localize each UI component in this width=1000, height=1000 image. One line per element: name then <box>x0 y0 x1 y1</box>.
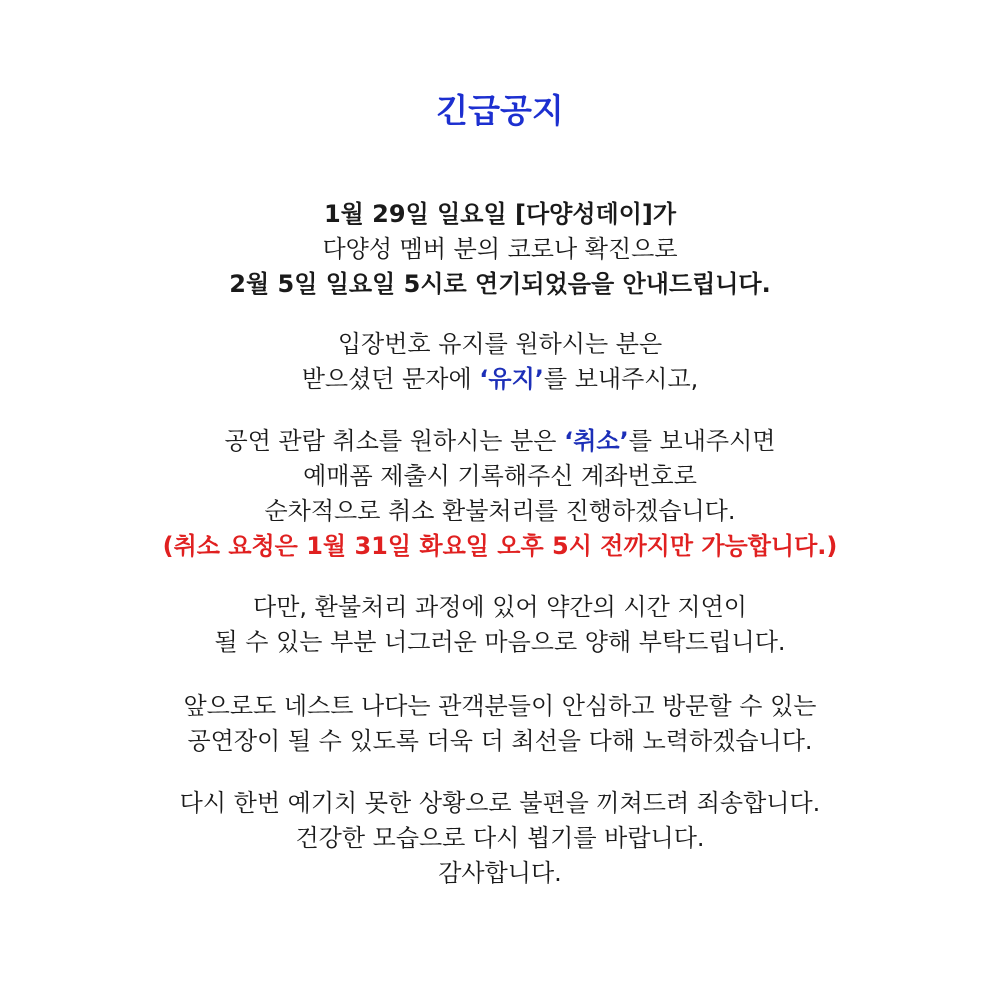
notice-line: 1월 29일 일요일 [다양성데이]가 <box>323 200 677 228</box>
notice-line: 건강한 모습으로 다시 뵙기를 바랍니다. <box>295 824 705 852</box>
notice-line: 순차적으로 취소 환불처리를 진행하겠습니다. <box>264 497 736 525</box>
notice-line: 다만, 환불처리 과정에 있어 약간의 시간 지연이 <box>253 593 747 621</box>
notice-line: 입장번호 유지를 원하시는 분은 <box>337 330 663 358</box>
notice-line: 앞으로도 네스트 나다는 관객분들이 안심하고 방문할 수 있는 <box>183 692 817 720</box>
notice-line: 다양성 멤버 분의 코로나 확진으로 <box>322 235 678 263</box>
notice-text: 를 보내주시고, <box>543 365 699 393</box>
notice-closing: 감사합니다. <box>438 859 562 887</box>
notice-text: 공연 관람 취소를 원하시는 분은 <box>224 427 565 455</box>
notice-line: 다시 한번 예기치 못한 상황으로 불편을 끼쳐드려 죄송합니다. <box>179 789 821 817</box>
notice-line <box>0 423 1000 459</box>
notice-line: 2월 5일 일요일 5시로 연기되었음을 안내드립니다. <box>229 270 771 298</box>
keep-keyword: ‘유지’ <box>479 365 544 393</box>
cancel-keyword: ‘취소’ <box>564 427 629 455</box>
notice-text: 받으셨던 문자에 <box>301 365 480 393</box>
notice-line: 될 수 있는 부분 너그러운 마음으로 양해 부탁드립니다. <box>214 628 786 656</box>
cancel-deadline-warning: (취소 요청은 1월 31일 화요일 오후 5시 전까지만 가능합니다.) <box>162 532 838 560</box>
notice-line: 예매폼 제출시 기록해주신 계좌번호로 <box>303 462 697 490</box>
notice-text: 를 보내주시면 <box>628 427 776 455</box>
notice-line <box>0 361 1000 397</box>
notice-title: 긴급공지 <box>436 91 564 130</box>
notice-line: 공연장이 될 수 있도록 더욱 더 최선을 다해 노력하겠습니다. <box>187 727 813 755</box>
